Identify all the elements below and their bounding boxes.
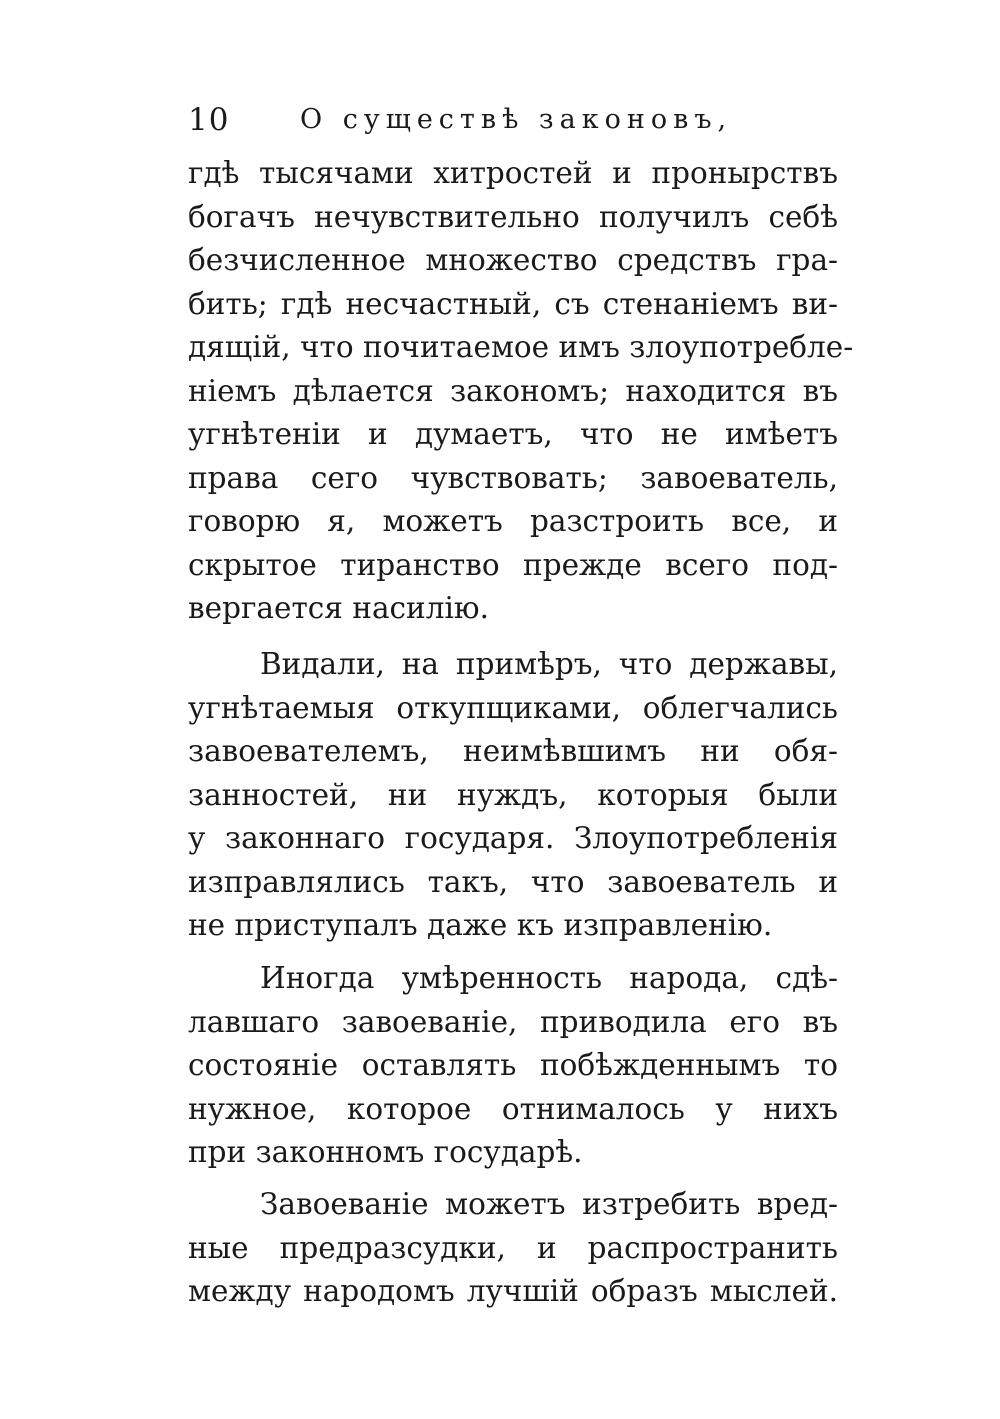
text-line: у законнаго государя. Злоупотребленія xyxy=(188,821,838,855)
text-line: лавшаго завоеваніе, приводила его въ xyxy=(188,1004,838,1039)
text-line: состояніе оставлять побѣжденнымъ то xyxy=(188,1048,838,1082)
text-line: завоевателемъ, неимѣвшимъ ни обя- xyxy=(188,734,838,768)
text-line: Иногда умѣренность народа, сдѣ- xyxy=(260,961,838,995)
text-line: говорю я, можетъ разстроить все, и xyxy=(188,504,838,538)
text-line: богачъ нечувствительно получилъ себѣ xyxy=(188,199,838,234)
running-head xyxy=(188,102,848,142)
text-line: занностей, ни нуждъ, которыя были xyxy=(188,777,838,812)
text-line: Видали, на примѣръ, что державы, xyxy=(260,647,838,681)
text-line: права сего чувствовать; завоеватель, xyxy=(188,460,838,495)
paragraph-3 xyxy=(188,957,838,1175)
text-line: угнѣтаемыя откупщиками, облегчались xyxy=(188,690,838,725)
text-line: дящій, что почитаемое имъ злоупотребле- xyxy=(188,330,854,364)
text-line: при законномъ государѣ. xyxy=(188,1135,583,1169)
text-line: гдѣ тысячами хитростей и пронырствъ xyxy=(188,156,838,190)
text-line: скрытое тиранство прежде всего под- xyxy=(188,547,838,582)
page-number: 10 xyxy=(188,102,230,138)
text-line: безчисленное множество средствъ гра- xyxy=(188,243,838,277)
text-line: изправлялись такъ, что завоеватель и xyxy=(188,864,838,899)
text-line: ные предразсудки, и распространить xyxy=(188,1230,838,1265)
text-line: между народомъ лучшій образъ мыслей. xyxy=(188,1274,838,1308)
text-line: вергается насилію. xyxy=(188,591,489,625)
text-line: бить; гдѣ несчастный, съ стенаніемъ ви- xyxy=(188,286,838,321)
paragraph-4 xyxy=(188,1183,838,1314)
text-line: не приступалъ даже къ изправленію. xyxy=(188,908,773,942)
text-line: Завоеваніе можетъ изтребить вред- xyxy=(260,1187,838,1221)
paragraph-1 xyxy=(188,152,854,631)
text-line: нужное, которое отнималось у нихъ xyxy=(188,1091,838,1126)
running-title: О существѣ законовъ, xyxy=(300,104,733,135)
paragraph-2 xyxy=(188,643,838,948)
text-line: ніемъ дѣлается закономъ; находится въ xyxy=(188,373,838,408)
text-line: угнѣтеніи и думаетъ, что не имѣетъ xyxy=(188,417,838,451)
